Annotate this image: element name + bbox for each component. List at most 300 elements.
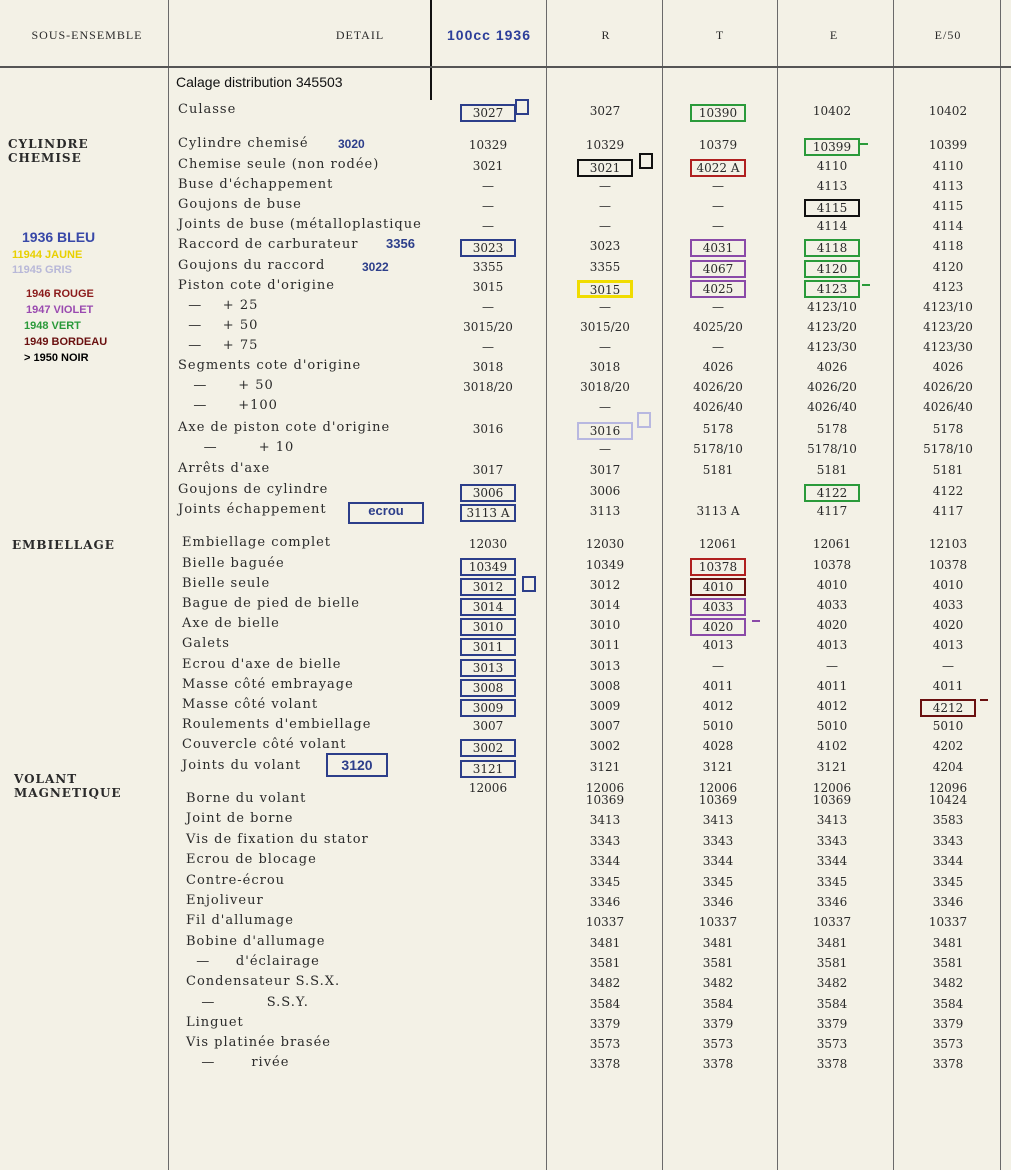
row-cell: 10378 bbox=[928, 558, 968, 572]
row-cell: 3015/20 bbox=[463, 320, 513, 334]
row-label: Chemise seule (non rodée) bbox=[178, 157, 380, 172]
row-cell: 4120 bbox=[804, 260, 860, 278]
row-label: Linguet bbox=[186, 1015, 244, 1030]
row-cell: 3113 bbox=[589, 504, 621, 518]
row-cell: 4026 bbox=[702, 360, 734, 374]
row-label: — S.S.Y. bbox=[186, 995, 309, 1010]
row-cell: 3482 bbox=[816, 976, 848, 990]
row-cell: 4113 bbox=[816, 179, 848, 193]
row-cell: 4028 bbox=[702, 739, 734, 753]
marker-square bbox=[515, 99, 529, 115]
row-label: Masse côté volant bbox=[182, 697, 319, 712]
row-cell: 3378 bbox=[932, 1057, 964, 1071]
row-cell: 10402 bbox=[812, 104, 852, 118]
row-cell: 3009 bbox=[589, 699, 621, 713]
row-cell: 3121 bbox=[816, 760, 848, 774]
row-cell: 3008 bbox=[589, 679, 621, 693]
row-cell: 3009 bbox=[460, 699, 516, 717]
row-cell: 10399 bbox=[928, 138, 968, 152]
row-cell: 3573 bbox=[702, 1037, 734, 1051]
row-cell: 4110 bbox=[932, 159, 964, 173]
row-cell: 3378 bbox=[816, 1057, 848, 1071]
row-cell: 10369 bbox=[585, 793, 625, 807]
row-label: Piston cote d'origine bbox=[178, 278, 335, 293]
row-label: Joints du volant bbox=[182, 758, 302, 773]
row-label: Culasse bbox=[178, 102, 237, 117]
row-label: — d'éclairage bbox=[186, 954, 320, 969]
row-cell: — bbox=[712, 300, 724, 314]
row-cell: 10378 bbox=[690, 558, 746, 576]
annotation-ecrou: ecrou bbox=[348, 502, 424, 524]
row-cell: 3481 bbox=[589, 936, 621, 950]
row-cell: 4123/20 bbox=[807, 320, 857, 334]
row-cell: 5178/10 bbox=[693, 442, 743, 456]
row-cell: 4204 bbox=[932, 760, 964, 774]
row-cell: — bbox=[712, 179, 724, 193]
row-cell: 3015 bbox=[472, 280, 504, 294]
row-cell: 5178/10 bbox=[923, 442, 973, 456]
column-divider bbox=[662, 0, 663, 1170]
row-cell: 3014 bbox=[460, 598, 516, 616]
row-cell: 3027 bbox=[460, 104, 516, 122]
row-cell: — bbox=[599, 179, 611, 193]
row-cell: 3573 bbox=[589, 1037, 621, 1051]
row-label: Bielle seule bbox=[182, 576, 271, 591]
row-cell: 3413 bbox=[589, 813, 621, 827]
row-cell: 3002 bbox=[589, 739, 621, 753]
row-cell: 4117 bbox=[816, 504, 848, 518]
row-cell: — bbox=[599, 199, 611, 213]
row-label: Bague de pied de bielle bbox=[182, 596, 360, 611]
row-cell: 5010 bbox=[702, 719, 734, 733]
row-cell: 4033 bbox=[816, 598, 848, 612]
row-label: Borne du volant bbox=[186, 791, 307, 806]
row-cell: 4025 bbox=[690, 280, 746, 298]
row-label: Axe de piston cote d'origine bbox=[178, 420, 391, 435]
row-label: Roulements d'embiellage bbox=[182, 717, 372, 732]
row-cell: 4020 bbox=[932, 618, 964, 632]
row-cell: 4026 bbox=[932, 360, 964, 374]
row-cell: 3343 bbox=[702, 834, 734, 848]
row-label: Goujons de buse bbox=[178, 197, 302, 212]
row-label: Segments cote d'origine bbox=[178, 358, 362, 373]
row-cell: 5178/10 bbox=[807, 442, 857, 456]
row-cell: 3345 bbox=[816, 875, 848, 889]
row-cell: 3012 bbox=[460, 578, 516, 596]
row-cell: 10337 bbox=[928, 915, 968, 929]
header-detail: DETAIL bbox=[335, 28, 385, 42]
row-cell: 10379 bbox=[698, 138, 738, 152]
row-cell: 10329 bbox=[585, 138, 625, 152]
row-cell: 3346 bbox=[589, 895, 621, 909]
row-cell: 4026/20 bbox=[923, 380, 973, 394]
row-cell: 3007 bbox=[472, 719, 504, 733]
row-cell: 3018 bbox=[472, 360, 504, 374]
row-cell: 4102 bbox=[816, 739, 848, 753]
row-cell: 3027 bbox=[589, 104, 621, 118]
row-cell: 3017 bbox=[589, 463, 621, 477]
row-cell: 3016 bbox=[472, 422, 504, 436]
row-cell: 3121 bbox=[589, 760, 621, 774]
row-cell: — bbox=[482, 199, 494, 213]
column-divider bbox=[893, 0, 894, 1170]
row-cell: 4020 bbox=[690, 618, 746, 636]
row-cell: — bbox=[599, 442, 611, 456]
header-e50: E/50 bbox=[934, 28, 962, 42]
row-cell: — bbox=[599, 340, 611, 354]
legend-entry: 11945 GRIS bbox=[12, 264, 72, 276]
row-cell: 4026/40 bbox=[923, 400, 973, 414]
row-cell: 3015 bbox=[577, 280, 633, 298]
row-cell: 3015/20 bbox=[580, 320, 630, 334]
row-label: Ecrou de blocage bbox=[186, 852, 317, 867]
row-cell: 4022 A bbox=[690, 159, 746, 177]
row-label: Goujons du raccord bbox=[178, 258, 326, 273]
row-cell: — bbox=[599, 400, 611, 414]
row-cell: — bbox=[712, 340, 724, 354]
row-cell: 5178 bbox=[816, 422, 848, 436]
row-cell: 4123/20 bbox=[923, 320, 973, 334]
row-cell: 3413 bbox=[702, 813, 734, 827]
row-cell: 12061 bbox=[698, 537, 738, 551]
row-cell: 3355 bbox=[472, 260, 504, 274]
row-cell: 12006 bbox=[585, 781, 625, 795]
marker-square bbox=[522, 576, 536, 592]
row-cell: 3017 bbox=[472, 463, 504, 477]
column-divider bbox=[777, 0, 778, 1170]
section-embiellage: EMBIELLAGE bbox=[12, 538, 115, 552]
row-cell: 4013 bbox=[932, 638, 964, 652]
row-cell: 10349 bbox=[585, 558, 625, 572]
row-cell: 4026/20 bbox=[693, 380, 743, 394]
row-label: Joints échappement bbox=[178, 502, 327, 517]
row-label: — rivée bbox=[186, 1055, 290, 1070]
row-cell: 4010 bbox=[816, 578, 848, 592]
row-cell: 4013 bbox=[816, 638, 848, 652]
row-cell: 5181 bbox=[816, 463, 848, 477]
row-label: Raccord de carburateur bbox=[178, 237, 359, 252]
marker-square bbox=[637, 412, 651, 428]
row-cell: 3345 bbox=[932, 875, 964, 889]
row-cell: 3378 bbox=[589, 1057, 621, 1071]
row-cell: 3343 bbox=[932, 834, 964, 848]
row-cell: 3007 bbox=[589, 719, 621, 733]
row-cell: 3581 bbox=[702, 956, 734, 970]
marker-dash bbox=[862, 284, 870, 286]
header-r: R bbox=[601, 28, 611, 42]
row-cell: 3344 bbox=[589, 854, 621, 868]
row-label: Joints de buse (métalloplastique bbox=[178, 217, 422, 232]
row-label: — + 50 bbox=[178, 378, 274, 393]
row-cell: 10390 bbox=[690, 104, 746, 122]
row-cell: 3018/20 bbox=[463, 380, 513, 394]
row-cell: 10337 bbox=[698, 915, 738, 929]
row-cell: 4011 bbox=[816, 679, 848, 693]
row-cell: 3010 bbox=[589, 618, 621, 632]
row-cell: 3344 bbox=[816, 854, 848, 868]
row-cell: 12006 bbox=[812, 781, 852, 795]
row-cell: 4120 bbox=[932, 260, 964, 274]
row-cell: 3481 bbox=[816, 936, 848, 950]
row-cell: 12096 bbox=[928, 781, 968, 795]
row-cell: 3344 bbox=[702, 854, 734, 868]
row-cell: 3121 bbox=[702, 760, 734, 774]
row-cell: 4113 bbox=[932, 179, 964, 193]
row-label: Couvercle côté volant bbox=[182, 737, 347, 752]
row-cell: 4123/10 bbox=[923, 300, 973, 314]
header-rule bbox=[0, 66, 1011, 68]
row-cell: 12061 bbox=[812, 537, 852, 551]
row-cell: 4026 bbox=[816, 360, 848, 374]
row-cell: 4123/30 bbox=[807, 340, 857, 354]
row-cell: 3021 bbox=[472, 159, 504, 173]
row-cell: 4118 bbox=[932, 239, 964, 253]
row-cell: 4114 bbox=[932, 219, 964, 233]
row-cell: 3113 A bbox=[460, 504, 516, 522]
row-cell: 3023 bbox=[589, 239, 621, 253]
column-divider bbox=[168, 0, 169, 1170]
row-cell: 3583 bbox=[932, 813, 964, 827]
row-label: Fil d'allumage bbox=[186, 913, 294, 928]
legend-entry: 1946 ROUGE bbox=[26, 288, 94, 300]
row-cell: 4011 bbox=[932, 679, 964, 693]
legend-entry: 1947 VIOLET bbox=[26, 304, 94, 316]
row-label: — + 25 bbox=[178, 298, 259, 313]
row-cell: 3378 bbox=[702, 1057, 734, 1071]
row-cell: 4117 bbox=[932, 504, 964, 518]
annotation-3120: 3120 bbox=[326, 753, 388, 777]
row-cell: 3344 bbox=[932, 854, 964, 868]
column-divider bbox=[430, 0, 432, 100]
row-cell: 4025/20 bbox=[693, 320, 743, 334]
row-cell: 3006 bbox=[460, 484, 516, 502]
row-cell: 3023 bbox=[460, 239, 516, 257]
legend-entry: > 1950 NOIR bbox=[24, 352, 89, 364]
row-cell: 3482 bbox=[932, 976, 964, 990]
row-cell: — bbox=[599, 219, 611, 233]
row-cell: 3345 bbox=[702, 875, 734, 889]
row-cell: 3379 bbox=[589, 1017, 621, 1031]
row-cell: 4123 bbox=[932, 280, 964, 294]
row-cell: 3345 bbox=[589, 875, 621, 889]
row-cell: 4026/40 bbox=[693, 400, 743, 414]
row-label: Embiellage complet bbox=[182, 535, 332, 550]
row-cell: 4202 bbox=[932, 739, 964, 753]
column-divider bbox=[546, 0, 547, 1170]
row-cell: 4033 bbox=[932, 598, 964, 612]
row-cell: 4123 bbox=[804, 280, 860, 298]
row-cell: 10424 bbox=[928, 793, 968, 807]
row-cell: 3584 bbox=[932, 997, 964, 1011]
row-cell: 3006 bbox=[589, 484, 621, 498]
legend-entry: 1936 BLEU bbox=[22, 229, 96, 245]
marker-dash bbox=[860, 143, 868, 145]
legend-entry: 11944 JAUNE bbox=[12, 249, 83, 261]
row-cell: 10378 bbox=[812, 558, 852, 572]
row-cell: 3379 bbox=[932, 1017, 964, 1031]
row-label: Joint de borne bbox=[186, 811, 294, 826]
row-cell: 12006 bbox=[468, 781, 508, 795]
row-label: Axe de bielle bbox=[182, 616, 280, 631]
row-label: Enjoliveur bbox=[186, 893, 264, 908]
row-cell: 3584 bbox=[816, 997, 848, 1011]
row-cell: 4122 bbox=[804, 484, 860, 502]
row-label: Goujons de cylindre bbox=[178, 482, 329, 497]
row-label: Vis platinée brasée bbox=[186, 1035, 331, 1050]
row-cell: 3012 bbox=[589, 578, 621, 592]
row-cell: 10329 bbox=[468, 138, 508, 152]
row-cell: 10402 bbox=[928, 104, 968, 118]
row-cell: 3343 bbox=[589, 834, 621, 848]
row-cell: 3573 bbox=[932, 1037, 964, 1051]
row-cell: — bbox=[712, 219, 724, 233]
row-cell: 12006 bbox=[698, 781, 738, 795]
row-cell: 4020 bbox=[816, 618, 848, 632]
row-label: Condensateur S.S.X. bbox=[186, 974, 341, 989]
section-volant: VOLANT MAGNETIQUE bbox=[14, 772, 122, 800]
row-cell: 10349 bbox=[460, 558, 516, 576]
column-divider bbox=[1000, 0, 1001, 1170]
row-cell: 3573 bbox=[816, 1037, 848, 1051]
row-cell: 5010 bbox=[932, 719, 964, 733]
row-cell: — bbox=[712, 199, 724, 213]
row-label: Vis de fixation du stator bbox=[186, 832, 369, 847]
row-cell: 5010 bbox=[816, 719, 848, 733]
row-cell: 12030 bbox=[468, 537, 508, 551]
row-cell: 3011 bbox=[589, 638, 621, 652]
row-cell: 4033 bbox=[690, 598, 746, 616]
row-label: Galets bbox=[182, 636, 230, 651]
row-cell: 4010 bbox=[690, 578, 746, 596]
row-cell: 3581 bbox=[816, 956, 848, 970]
row-cell: 3481 bbox=[932, 936, 964, 950]
row-cell: 12103 bbox=[928, 537, 968, 551]
row-cell: 4026/40 bbox=[807, 400, 857, 414]
row-label: Bielle baguée bbox=[182, 556, 285, 571]
row-cell: — bbox=[482, 340, 494, 354]
row-cell: 3016 bbox=[577, 422, 633, 440]
row-cell: — bbox=[826, 659, 838, 673]
row-cell: 3584 bbox=[589, 997, 621, 1011]
row-label: Cylindre chemisé bbox=[178, 136, 309, 151]
row-cell: 5181 bbox=[932, 463, 964, 477]
row-cell: 4212 bbox=[920, 699, 976, 717]
row-cell: — bbox=[599, 300, 611, 314]
row-cell: 4011 bbox=[702, 679, 734, 693]
row-cell: 4118 bbox=[804, 239, 860, 257]
row-cell: 12030 bbox=[585, 537, 625, 551]
row-cell: 3581 bbox=[589, 956, 621, 970]
legend-entry: 1948 VERT bbox=[24, 320, 81, 332]
row-cell: 4115 bbox=[932, 199, 964, 213]
row-label: Buse d'échappement bbox=[178, 177, 334, 192]
row-cell: 10399 bbox=[804, 138, 860, 156]
row-cell: 10369 bbox=[812, 793, 852, 807]
marker-square bbox=[639, 153, 653, 169]
row-cell: 3346 bbox=[816, 895, 848, 909]
row-label: Ecrou d'axe de bielle bbox=[182, 657, 342, 672]
row-cell: 4114 bbox=[816, 219, 848, 233]
row-cell: 3013 bbox=[589, 659, 621, 673]
row-cell: 3018 bbox=[589, 360, 621, 374]
row-cell: 3413 bbox=[816, 813, 848, 827]
header-e: E bbox=[829, 28, 839, 42]
header-sous-ensemble: SOUS-ENSEMBLE bbox=[31, 28, 143, 42]
row-cell: 3013 bbox=[460, 659, 516, 677]
row-cell: 10369 bbox=[698, 793, 738, 807]
row-cell: 4012 bbox=[702, 699, 734, 713]
row-label: — + 75 bbox=[178, 338, 259, 353]
row-cell: 3021 bbox=[577, 159, 633, 177]
row-label: — +100 bbox=[178, 398, 278, 413]
row-cell: 3010 bbox=[460, 618, 516, 636]
row-cell: 3482 bbox=[702, 976, 734, 990]
row-cell: 4123/10 bbox=[807, 300, 857, 314]
header-100cc: 100cc 1936 bbox=[447, 27, 531, 43]
row-cell: 4026/20 bbox=[807, 380, 857, 394]
row-label: — + 10 bbox=[178, 440, 295, 455]
row-cell: 3113 A bbox=[696, 504, 740, 518]
row-cell: — bbox=[482, 219, 494, 233]
row-cell: 4110 bbox=[816, 159, 848, 173]
row-cell: 3008 bbox=[460, 679, 516, 697]
row-cell: — bbox=[482, 300, 494, 314]
row-cell: 3379 bbox=[702, 1017, 734, 1031]
row-cell: 3343 bbox=[816, 834, 848, 848]
row-cell: 3481 bbox=[702, 936, 734, 950]
row-cell: 3346 bbox=[702, 895, 734, 909]
calage-note: Calage distribution 345503 bbox=[176, 74, 343, 90]
row-label: Masse côté embrayage bbox=[182, 677, 354, 692]
row-cell: 3379 bbox=[816, 1017, 848, 1031]
row-cell: 4115 bbox=[804, 199, 860, 217]
row-cell: 3482 bbox=[589, 976, 621, 990]
row-cell: 3584 bbox=[702, 997, 734, 1011]
legend-entry: 1949 BORDEAU bbox=[24, 336, 108, 348]
row-label: Bobine d'allumage bbox=[186, 934, 326, 949]
row-cell: 4010 bbox=[932, 578, 964, 592]
row-cell: — bbox=[712, 659, 724, 673]
row-cell: — bbox=[482, 179, 494, 193]
row-cell: 10337 bbox=[585, 915, 625, 929]
marker-dash bbox=[980, 699, 988, 701]
row-cell: 5181 bbox=[702, 463, 734, 477]
row-cell: 4067 bbox=[690, 260, 746, 278]
row-cell: 3018/20 bbox=[580, 380, 630, 394]
row-cell: 4122 bbox=[932, 484, 964, 498]
row-cell: 4031 bbox=[690, 239, 746, 257]
row-cell: 3346 bbox=[932, 895, 964, 909]
marker-dash bbox=[752, 620, 760, 622]
row-cell: 4013 bbox=[702, 638, 734, 652]
row-cell: 3121 bbox=[460, 760, 516, 778]
annotation-3356: 3356 bbox=[386, 236, 415, 251]
row-label: Contre-écrou bbox=[186, 873, 286, 888]
row-cell: 4123/30 bbox=[923, 340, 973, 354]
row-label: Arrêts d'axe bbox=[178, 461, 271, 476]
header-t: T bbox=[715, 28, 725, 42]
row-cell: — bbox=[942, 659, 954, 673]
row-cell: 5178 bbox=[932, 422, 964, 436]
row-cell: 4012 bbox=[816, 699, 848, 713]
annotation-3022: 3022 bbox=[362, 260, 389, 274]
row-cell: 3014 bbox=[589, 598, 621, 612]
row-cell: 3581 bbox=[932, 956, 964, 970]
row-cell: 5178 bbox=[702, 422, 734, 436]
annotation-3020: 3020 bbox=[338, 137, 365, 151]
row-cell: 10337 bbox=[812, 915, 852, 929]
section-cylindre: CYLINDRE CHEMISE bbox=[8, 137, 89, 165]
